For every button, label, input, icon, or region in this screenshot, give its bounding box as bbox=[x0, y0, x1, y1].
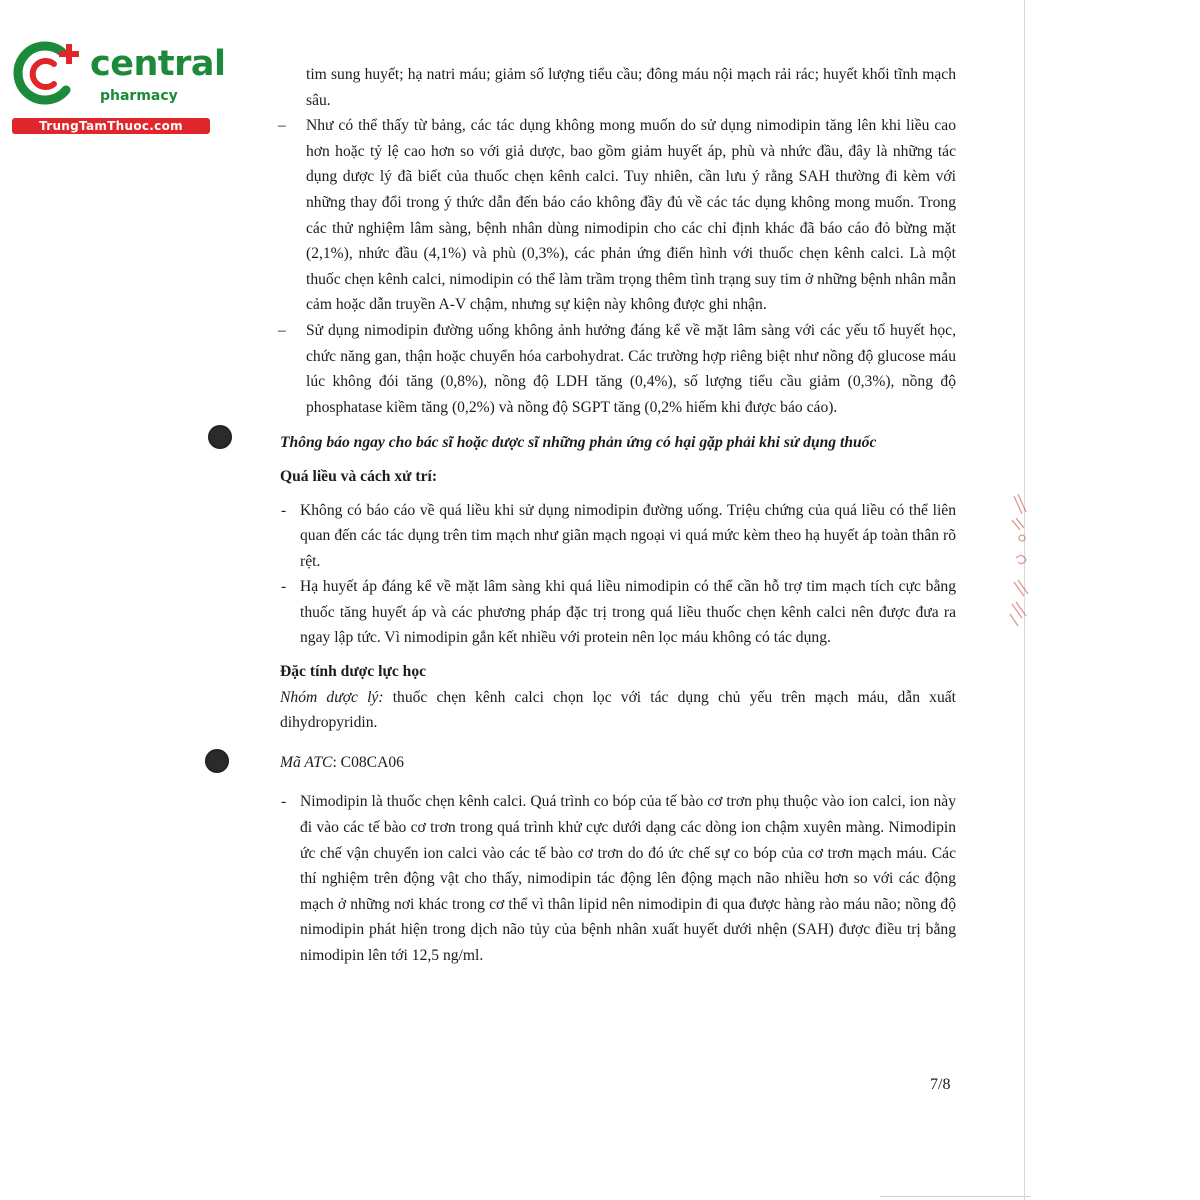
bullet-dash: – bbox=[278, 321, 286, 339]
list-item bbox=[280, 789, 956, 968]
atc-value: : C08CA06 bbox=[332, 753, 404, 771]
bullet-dash: – bbox=[278, 117, 286, 135]
stamp-mark-icon bbox=[1004, 486, 1040, 636]
list-item-text: Không có báo cáo về quá liều khi sử dụng nimodipin đường uống. Triệu chứng của quá liều có thể liên quan đến các tác dụng trên tim mạch như giãn mạch ngoại vi quá mức kèm theo hạ huyết áp toàn thân rõ rệt. bbox=[300, 501, 956, 570]
page-number: 7/8 bbox=[930, 1076, 951, 1093]
page-bottom-line bbox=[880, 1196, 1030, 1197]
group-label: Nhóm dược lý: bbox=[280, 688, 384, 706]
punch-hole bbox=[205, 749, 229, 773]
logo-website: TrungTamThuoc.com bbox=[12, 118, 210, 134]
list-item bbox=[280, 498, 956, 575]
atc-code bbox=[280, 750, 956, 776]
punch-hole bbox=[208, 425, 232, 449]
logo-brand-name: central bbox=[90, 44, 226, 84]
bullet-hyphen: - bbox=[281, 501, 287, 519]
adverse-reaction-notice: Thông báo ngay cho bác sĩ hoặc dược sĩ những phản ứng có hại gặp phải khi sử dụng thuốc bbox=[280, 434, 877, 452]
document-body bbox=[280, 62, 956, 969]
list-item bbox=[280, 574, 956, 651]
list-item-text: Hạ huyết áp đáng kể về mặt lâm sàng khi quá liều nimodipin có thể cần hỗ trợ tim mạch tích cực bằng thuốc tăng huyết áp và các phương pháp đặc trị trong quá liều thuốc chẹn kênh calci nên được đưa ra ngay lập tức. Vì nimodipin gắn kết nhiều với protein nên lọc máu không có tác dụng. bbox=[300, 578, 956, 647]
list-item bbox=[280, 318, 956, 420]
brand-logo[interactable] bbox=[10, 38, 226, 138]
continuation-paragraph: tim sung huyết; hạ natri máu; giảm số lượng tiểu cầu; đông máu nội mạch rải rác; huyết khối tĩnh mạch sâu. bbox=[306, 66, 956, 109]
logo-subtitle: pharmacy bbox=[100, 88, 178, 104]
list-item bbox=[280, 113, 956, 318]
bullet-hyphen: - bbox=[281, 578, 287, 596]
pharmacodynamics-heading: Đặc tính dược lực học bbox=[280, 663, 427, 681]
group-text: thuốc chẹn kênh calci chọn lọc với tác dụng chủ yếu trên mạch máu, dẫn xuất dihydropyridin. bbox=[280, 688, 956, 732]
list-item-text: Như có thể thấy từ bảng, các tác dụng không mong muốn do sử dụng nimodipin tăng lên khi liều cao hơn hoặc tỷ lệ cao hơn so với giả dược, bao gồm giảm huyết áp, phù và nhức đầu, đây là những tác dụng dược lý đã biết của thuốc chẹn kênh calci. Tuy nhiên, cần lưu ý rằng SAH thường đi kèm với những thay đổi trong ý thức dẫn đến báo cáo không đầy đủ về các tác dụng không mong muốn. Trong các thử nghiệm lâm sàng, bệnh nhân dùng nimodipin cho các chỉ định khác đã báo cáo đỏ bừng mặt (2,1%), nhức đầu (4,1%) và phù (0,3%), các phản ứng điển hình với thuốc chẹn kênh calci. Là một thuốc chẹn kênh calci, nimodipin có thể làm trầm trọng thêm tình trạng suy tim ở những bệnh nhân mẫn cảm hoặc dẫn truyền A-V chậm, nhưng sự kiện này không được ghi nhận. bbox=[306, 117, 956, 314]
bullet-hyphen: - bbox=[281, 793, 287, 811]
list-item-text: Sử dụng nimodipin đường uống không ảnh hưởng đáng kể về mặt lâm sàng với các yếu tố huyết học, chức năng gan, thận hoặc chuyển hóa carbohydrat. Các trường hợp riêng biệt như nồng độ glucose máu lúc không đói tăng (0,8%), nồng độ LDH tăng (0,4%), số lượng tiểu cầu giảm (0,3%), nồng độ phosphatase kiềm tăng (0,2%) và nồng độ SGPT tăng (0,2% hiếm khi được báo cáo). bbox=[306, 321, 956, 416]
overdose-heading: Quá liều và cách xử trí: bbox=[280, 467, 438, 485]
atc-label: Mã ATC bbox=[280, 753, 333, 771]
pharmacological-group bbox=[280, 685, 956, 736]
list-item-text: Nimodipin là thuốc chẹn kênh calci. Quá trình co bóp của tế bào cơ trơn phụ thuộc vào ion calci, ion này đi vào các tế bào cơ trơn trong quá trình khử cực dưới dạng các dòng ion chậm xuyên màng. Nimodipin ức chế vận chuyển ion calci vào các tế bào cơ trơn do đó ức chế sự co bóp của cơ trơn mạch máu. Các thí nghiệm trên động vật cho thấy, nimodipin tác động lên động mạch não nhiều hơn so với các động mạch ở những nơi khác trong cơ thể vì thân lipid nên nimodipin đi qua được hàng rào máu não; nồng độ nimodipin phát hiện trong dịch não tủy của bệnh nhân xuất huyết dưới nhện (SAH) được điều trị bằng nimodipin lên tới 12,5 ng/ml. bbox=[300, 793, 956, 964]
central-pharmacy-logo-icon bbox=[10, 38, 86, 108]
